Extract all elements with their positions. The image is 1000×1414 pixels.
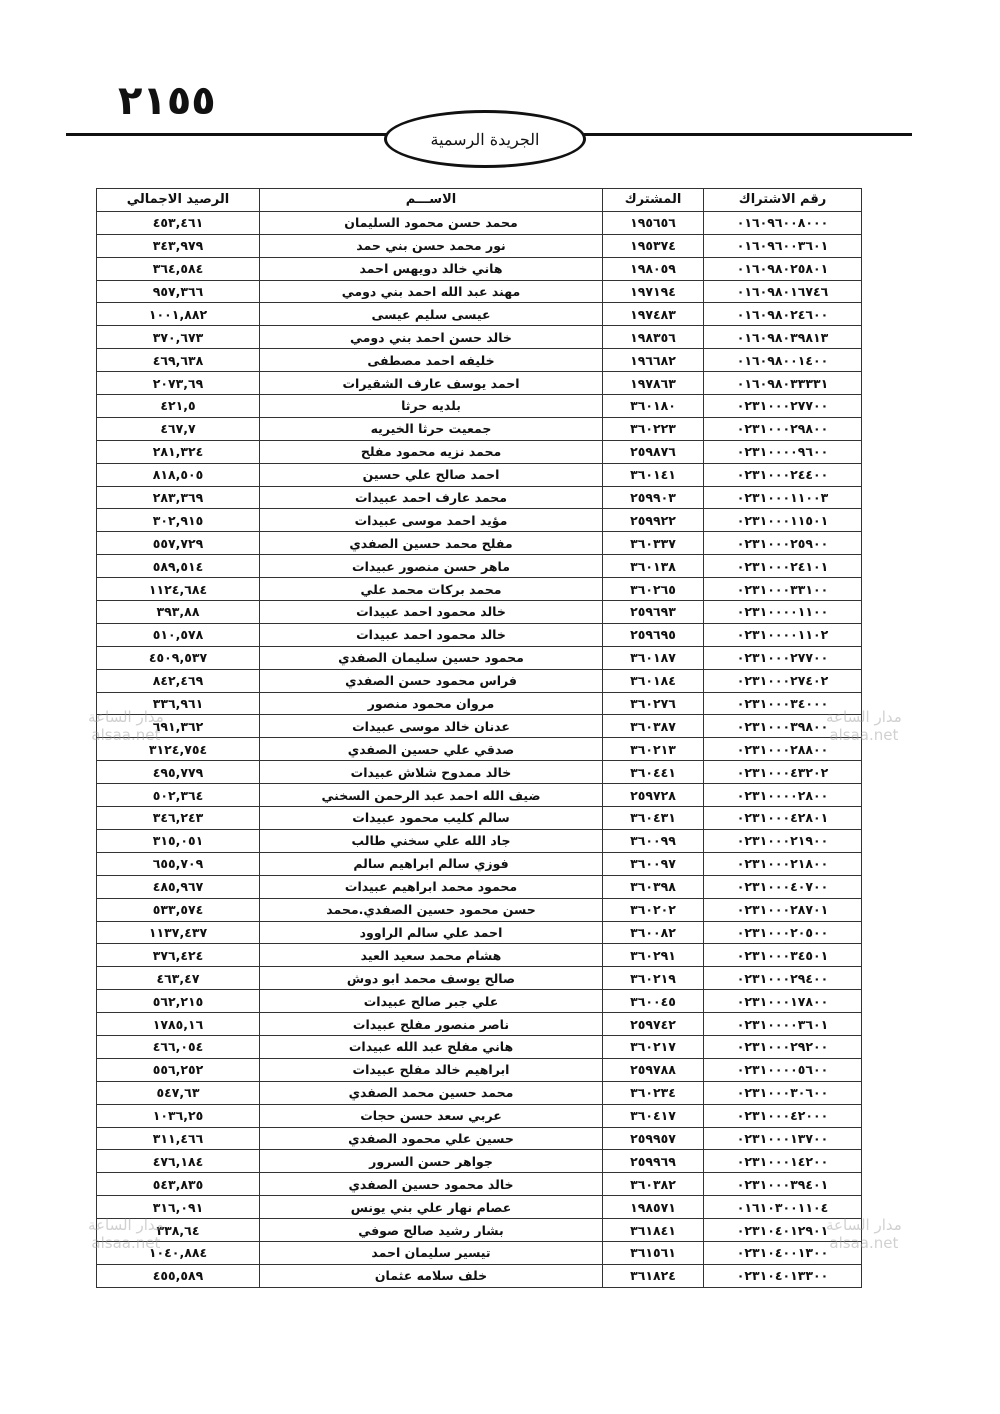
table-row bbox=[97, 1219, 862, 1242]
subscriber-cell: ٣٦٠٤٣١ bbox=[603, 807, 704, 830]
subscriber-cell: ٣٦٠٢٦٥ bbox=[603, 578, 704, 601]
name-cell: خالد محمود احمد عبيدات bbox=[260, 623, 603, 646]
name-cell: بشار رشيد صالح صوفي bbox=[260, 1219, 603, 1242]
table-row bbox=[97, 1150, 862, 1173]
subscriber-cell: ٣٦٠٣٨٢ bbox=[603, 1173, 704, 1196]
balance-cell: ٤٦٣,٤٧ bbox=[97, 967, 260, 990]
balance-cell: ٤٧٦,١٨٤ bbox=[97, 1150, 260, 1173]
subscriber-cell: ٣٦٠٠٩٩ bbox=[603, 829, 704, 852]
account-number-cell: ٠٢٣١٠٠٠٠٢٨٠٠ bbox=[704, 784, 862, 807]
name-cell: مهند عبد الله احمد بني دومي bbox=[260, 280, 603, 303]
account-number-cell: ٠٢٣١٠٠٠١٣٧٠٠ bbox=[704, 1127, 862, 1150]
subscriber-cell: ٢٥٩٩٠٣ bbox=[603, 486, 704, 509]
balance-cell: ٤٩٥,٧٧٩ bbox=[97, 761, 260, 784]
subscriber-cell: ٣٦٠٢٠٢ bbox=[603, 898, 704, 921]
account-number-cell: ٠٢٣١٠٠٠٢٤٤٠٠ bbox=[704, 463, 862, 486]
balance-cell: ٥٤٧,٦٣ bbox=[97, 1081, 260, 1104]
account-number-cell: ٠٢٣١٠٠٠٢٩٢٠٠ bbox=[704, 1035, 862, 1058]
account-number-cell: ٠١٦٠٩٨٠٢٤٦٠٠ bbox=[704, 303, 862, 326]
balance-cell: ٣٦٤,٥٨٤ bbox=[97, 257, 260, 280]
account-number-cell: ٠٢٣١٠٠٠٣٠٦٠٠ bbox=[704, 1081, 862, 1104]
account-number-cell: ٠٢٣١٠٠٠٠١١٠٠ bbox=[704, 601, 862, 624]
account-number-cell: ٠٢٣١٠٠٠٤٢٨٠١ bbox=[704, 807, 862, 830]
account-number-cell: ٠٢٣١٠٠٠٣٩٨٠٠ bbox=[704, 715, 862, 738]
balance-cell: ٨١٨,٥٠٥ bbox=[97, 463, 260, 486]
subscriber-cell: ٣٦٠٠٩٧ bbox=[603, 852, 704, 875]
name-cell: جمعيت حرثا الخيريه bbox=[260, 417, 603, 440]
balance-cell: ١١٢٤,٦٨٤ bbox=[97, 578, 260, 601]
table-row bbox=[97, 875, 862, 898]
subscriber-cell: ٣٦٠١٤١ bbox=[603, 463, 704, 486]
account-number-cell: ٠٢٣١٠٤٠١٢٩٠١ bbox=[704, 1219, 862, 1242]
table-row bbox=[97, 280, 862, 303]
table-row bbox=[97, 990, 862, 1013]
account-number-cell: ٠٢٣١٠٠٠٢٩٨٠٠ bbox=[704, 417, 862, 440]
subscriber-cell: ٣٦٠٣٣٧ bbox=[603, 532, 704, 555]
balance-cell: ٦٥٥,٧٠٩ bbox=[97, 852, 260, 875]
balance-cell: ٣٣٨,٦٤ bbox=[97, 1219, 260, 1242]
account-number-cell: ٠٢٣١٠٠٠٢٧٧٠٠ bbox=[704, 646, 862, 669]
name-cell: عصام نهار علي بني يونس bbox=[260, 1196, 603, 1219]
subscriber-cell: ٣٦٠٣٨٧ bbox=[603, 715, 704, 738]
balance-cell: ٣٧٦,٤٢٤ bbox=[97, 944, 260, 967]
account-number-cell: ٠٢٣١٠٠٠٢٧٧٠٠ bbox=[704, 395, 862, 418]
subscriber-cell: ٣٦٠٠٨٢ bbox=[603, 921, 704, 944]
balance-cell: ٦٩١,٣٦٢ bbox=[97, 715, 260, 738]
account-number-cell: ٠٢٣١٠٠٠٢٨٧٠١ bbox=[704, 898, 862, 921]
name-cell: محمد نزيه محمود مفلح bbox=[260, 440, 603, 463]
watermark-arabic: مدار الساعة bbox=[88, 1216, 164, 1234]
col-name: الاســـم bbox=[260, 189, 603, 212]
subscriber-cell: ٣٦٠٢١٣ bbox=[603, 738, 704, 761]
balance-cell: ٤٦٧,٧ bbox=[97, 417, 260, 440]
subscriber-cell: ٣٦٠٣٩٨ bbox=[603, 875, 704, 898]
subscriber-cell: ١٩٧٨٦٣ bbox=[603, 372, 704, 395]
account-number-cell: ٠١٦٠٩٨٠١٦٧٤٦ bbox=[704, 280, 862, 303]
name-cell: محمد عارف احمد عبيدات bbox=[260, 486, 603, 509]
table-row bbox=[97, 303, 862, 326]
table-row bbox=[97, 578, 862, 601]
subscriber-cell: ١٩٨٣٥٦ bbox=[603, 326, 704, 349]
name-cell: ابراهيم خالد مفلح عبيدات bbox=[260, 1058, 603, 1081]
table-row bbox=[97, 326, 862, 349]
balance-cell: ٤٦٦,٠٥٤ bbox=[97, 1035, 260, 1058]
subscriber-cell: ٢٥٩٩٥٧ bbox=[603, 1127, 704, 1150]
name-cell: محمود حسين سليمان الصفدي bbox=[260, 646, 603, 669]
subscriber-cell: ٢٥٩٧٤٢ bbox=[603, 1013, 704, 1036]
balance-cell: ١٠٤٠,٨٨٤ bbox=[97, 1241, 260, 1264]
account-number-cell: ٠٢٣١٠٠٠٠١١٠٢ bbox=[704, 623, 862, 646]
table-row bbox=[97, 1013, 862, 1036]
table-row bbox=[97, 532, 862, 555]
subscriber-cell: ٣٦٠٠٤٥ bbox=[603, 990, 704, 1013]
balance-cell: ٢٠٧٣,٦٩ bbox=[97, 372, 260, 395]
balance-cell: ٣٤٣,٩٧٩ bbox=[97, 234, 260, 257]
gazette-title: الجريدة الرسمية bbox=[384, 110, 586, 168]
account-number-cell: ٠٢٣١٠٠٠٢٠٥٠٠ bbox=[704, 921, 862, 944]
col-subscriber: المشترك bbox=[603, 189, 704, 212]
balance-cell: ٤٥٣,٤٦١ bbox=[97, 211, 260, 234]
table-row bbox=[97, 784, 862, 807]
balance-cell: ٢٨٣,٣٦٩ bbox=[97, 486, 260, 509]
name-cell: خليفه احمد مصطفى bbox=[260, 349, 603, 372]
subscriber-cell: ٣٦٠٢٣٤ bbox=[603, 1081, 704, 1104]
balance-cell: ٣٣٦,٩٦١ bbox=[97, 692, 260, 715]
account-number-cell: ٠٢٣١٠٠٠١١٠٠٣ bbox=[704, 486, 862, 509]
subscriber-cell: ٢٥٩٦٩٥ bbox=[603, 623, 704, 646]
balance-cell: ٩٥٧,٣٦٦ bbox=[97, 280, 260, 303]
col-total-balance: الرصيد الاجمالي bbox=[97, 189, 260, 212]
subscriber-cell: ٢٥٩٩٦٩ bbox=[603, 1150, 704, 1173]
subscriber-cell: ١٩٥٣٧٤ bbox=[603, 234, 704, 257]
name-cell: ناصر منصور مفلح عبيدات bbox=[260, 1013, 603, 1036]
balance-cell: ٣٩٣,٨٨ bbox=[97, 601, 260, 624]
table-row bbox=[97, 715, 862, 738]
balance-cell: ١١٣٧,٤٣٧ bbox=[97, 921, 260, 944]
table-row bbox=[97, 967, 862, 990]
name-cell: مؤيد احمد موسى عبيدات bbox=[260, 509, 603, 532]
table-row bbox=[97, 1196, 862, 1219]
watermark bbox=[88, 708, 164, 744]
table-row bbox=[97, 944, 862, 967]
subscriber-cell: ٢٥٩٨٧٦ bbox=[603, 440, 704, 463]
balance-cell: ٥٦٢,٢١٥ bbox=[97, 990, 260, 1013]
account-number-cell: ٠١٦٠٩٨٠٢٥٨٠١ bbox=[704, 257, 862, 280]
name-cell: عيسى سليم عيسى bbox=[260, 303, 603, 326]
account-number-cell: ٠٢٣١٠٠٠١١٥٠١ bbox=[704, 509, 862, 532]
account-number-cell: ٠٢٣١٠٠٠٢٩٤٠٠ bbox=[704, 967, 862, 990]
table-row bbox=[97, 646, 862, 669]
subscriber-cell: ٢٥٩٩٢٢ bbox=[603, 509, 704, 532]
table-row bbox=[97, 509, 862, 532]
table-header-row bbox=[97, 189, 862, 212]
name-cell: حسين علي محمود الصفدي bbox=[260, 1127, 603, 1150]
account-number-cell: ٠٢٣١٠٠٠٢٨٨٠٠ bbox=[704, 738, 862, 761]
name-cell: جواهر حسن السرور bbox=[260, 1150, 603, 1173]
subscriber-cell: ٣٦٠١٨٠ bbox=[603, 395, 704, 418]
table-row bbox=[97, 257, 862, 280]
table-row bbox=[97, 463, 862, 486]
name-cell: خالد ممدوح شلاش عبيدات bbox=[260, 761, 603, 784]
subscriber-cell: ١٩٧٤٨٣ bbox=[603, 303, 704, 326]
balance-cell: ٥٥٦,٢٥٢ bbox=[97, 1058, 260, 1081]
account-number-cell: ٠١٦١٠٣٠٠١١٠٤ bbox=[704, 1196, 862, 1219]
watermark-arabic: مدار الساعة bbox=[826, 1216, 902, 1234]
table-row bbox=[97, 1058, 862, 1081]
balance-cell: ٥٨٩,٥١٤ bbox=[97, 555, 260, 578]
name-cell: خلف سلامه عثمان bbox=[260, 1264, 603, 1287]
name-cell: صدقي علي حسين الصفدي bbox=[260, 738, 603, 761]
account-number-cell: ٠٢٣١٠٠٠٢١٩٠٠ bbox=[704, 829, 862, 852]
account-number-cell: ٠٢٣١٠٠٠٤٢٠٠٠ bbox=[704, 1104, 862, 1127]
table-row bbox=[97, 761, 862, 784]
name-cell: جاد الله علي سخني طالب bbox=[260, 829, 603, 852]
name-cell: احمد يوسف عارف الشقيرات bbox=[260, 372, 603, 395]
account-number-cell: ٠١٦٠٩٨٠٣٩٨١٣ bbox=[704, 326, 862, 349]
name-cell: سالم كليب محمود عبيدات bbox=[260, 807, 603, 830]
balance-cell: ٣١٢٤,٧٥٤ bbox=[97, 738, 260, 761]
balance-cell: ٣١٥,٠٥١ bbox=[97, 829, 260, 852]
name-cell: احمد صالح علي حسين bbox=[260, 463, 603, 486]
subscriber-cell: ٣٦٠٢٢٣ bbox=[603, 417, 704, 440]
account-number-cell: ٠٢٣١٠٠٠١٤٢٠٠ bbox=[704, 1150, 862, 1173]
subscriber-cell: ٢٥٩٧٨٨ bbox=[603, 1058, 704, 1081]
table-row bbox=[97, 417, 862, 440]
account-number-cell: ٠٢٣١٠٠٠٣٣١٠٠ bbox=[704, 578, 862, 601]
watermark bbox=[826, 708, 902, 744]
subscriber-cell: ٣٦٠٢٧٦ bbox=[603, 692, 704, 715]
balance-cell: ٣٧٠,٦٧٣ bbox=[97, 326, 260, 349]
balance-cell: ٤٢١,٥ bbox=[97, 395, 260, 418]
table-row bbox=[97, 395, 862, 418]
subscriber-cell: ٣٦١٨٤١ bbox=[603, 1219, 704, 1242]
balance-cell: ١٠٣٦,٢٥ bbox=[97, 1104, 260, 1127]
watermark bbox=[88, 1216, 164, 1252]
col-account-number: رقم الاشتراك bbox=[704, 189, 862, 212]
table-row bbox=[97, 211, 862, 234]
balance-cell: ٣٤٦,٢٤٣ bbox=[97, 807, 260, 830]
table-row bbox=[97, 349, 862, 372]
subscriber-cell: ٣٦٠١٨٤ bbox=[603, 669, 704, 692]
name-cell: مفلح محمد حسين الصفدي bbox=[260, 532, 603, 555]
name-cell: هاني خالد دويهس احمد bbox=[260, 257, 603, 280]
watermark-latin: alsaa.net bbox=[829, 1234, 899, 1252]
account-number-cell: ٠١٦٠٩٦٠٠٨٠٠٠ bbox=[704, 211, 862, 234]
name-cell: محمود محمد ابراهيم عبيدات bbox=[260, 875, 603, 898]
balance-cell: ٥٠٢,٣٦٤ bbox=[97, 784, 260, 807]
name-cell: ضيف الله احمد عبد الرحمن السخني bbox=[260, 784, 603, 807]
name-cell: مروان محمود منصور bbox=[260, 692, 603, 715]
name-cell: علي جبر صالح عبيدات bbox=[260, 990, 603, 1013]
name-cell: هاني مفلح عبد الله عبيدات bbox=[260, 1035, 603, 1058]
balance-cell: ٣١٦,٠٩١ bbox=[97, 1196, 260, 1219]
account-number-cell: ٠٢٣١٠٠٠٢٤١٠١ bbox=[704, 555, 862, 578]
balance-cell: ٢٨١,٣٢٤ bbox=[97, 440, 260, 463]
table-row bbox=[97, 852, 862, 875]
balance-cell: ٥١٠,٥٧٨ bbox=[97, 623, 260, 646]
balance-cell: ٣١١,٤٦٦ bbox=[97, 1127, 260, 1150]
watermark-latin: alsaa.net bbox=[91, 1234, 161, 1252]
account-number-cell: ٠٢٣١٠٠٠٣٤٠٠٠ bbox=[704, 692, 862, 715]
account-number-cell: ٠٢٣١٠٠٠٤٣٢٠٢ bbox=[704, 761, 862, 784]
balance-cell: ٤٨٥,٩٦٧ bbox=[97, 875, 260, 898]
subscriber-cell: ٢٥٩٦٩٣ bbox=[603, 601, 704, 624]
name-cell: فوزي سالم ابراهيم سالم bbox=[260, 852, 603, 875]
table-row bbox=[97, 1241, 862, 1264]
table-row bbox=[97, 1173, 862, 1196]
account-number-cell: ٠١٦٠٩٨٠٠١٤٠٠ bbox=[704, 349, 862, 372]
table-row bbox=[97, 738, 862, 761]
subscriber-cell: ١٩٧١٩٤ bbox=[603, 280, 704, 303]
table-row bbox=[97, 440, 862, 463]
watermark bbox=[826, 1216, 902, 1252]
table-row bbox=[97, 1035, 862, 1058]
name-cell: بلديه حرثا bbox=[260, 395, 603, 418]
table-row bbox=[97, 921, 862, 944]
balance-cell: ٣٠٢,٩١٥ bbox=[97, 509, 260, 532]
account-number-cell: ٠٢٣١٠٠٠٠٥٦٠٠ bbox=[704, 1058, 862, 1081]
subscriber-cell: ٣٦٠٢٩١ bbox=[603, 944, 704, 967]
subscriber-cell: ١٩٨٥٧١ bbox=[603, 1196, 704, 1219]
balance-cell: ٥٤٣,٨٣٥ bbox=[97, 1173, 260, 1196]
watermark-arabic: مدار الساعة bbox=[826, 708, 902, 726]
subscriber-cell: ٢٥٩٧٢٨ bbox=[603, 784, 704, 807]
name-cell: محمد حسين محمد الصفدي bbox=[260, 1081, 603, 1104]
table-row bbox=[97, 898, 862, 921]
name-cell: فراس محمود حسن الصفدي bbox=[260, 669, 603, 692]
account-number-cell: ٠٢٣١٠٠٠٣٩٤٠١ bbox=[704, 1173, 862, 1196]
table-row bbox=[97, 1127, 862, 1150]
balance-cell: ٥٥٧,٧٢٩ bbox=[97, 532, 260, 555]
balance-cell: ٤٥٥,٥٨٩ bbox=[97, 1264, 260, 1287]
subscriber-cell: ٣٦٠١٨٧ bbox=[603, 646, 704, 669]
table-row bbox=[97, 829, 862, 852]
subscriber-cell: ٣٦٠٢١٧ bbox=[603, 1035, 704, 1058]
account-number-cell: ٠٢٣١٠٠٠٢٥٩٠٠ bbox=[704, 532, 862, 555]
name-cell: تيسير سليمان احمد bbox=[260, 1241, 603, 1264]
name-cell: خالد محمود حسين الصفدي bbox=[260, 1173, 603, 1196]
subscriber-cell: ٣٦٠١٣٨ bbox=[603, 555, 704, 578]
name-cell: حسن محمود حسين الصفدي.محمد bbox=[260, 898, 603, 921]
table-row bbox=[97, 1264, 862, 1287]
account-number-cell: ٠٢٣١٠٠٠٣٤٥٠١ bbox=[704, 944, 862, 967]
name-cell: ماهر حسن منصور عبيدات bbox=[260, 555, 603, 578]
account-number-cell: ٠٢٣١٠٠٠١٧٨٠٠ bbox=[704, 990, 862, 1013]
name-cell: هشام محمد سعيد العيد bbox=[260, 944, 603, 967]
name-cell: محمد حسن محمود السليمان bbox=[260, 211, 603, 234]
account-number-cell: ٠١٦٠٩٨٠٣٣٣٣١ bbox=[704, 372, 862, 395]
name-cell: احمد علي سالم الراوود bbox=[260, 921, 603, 944]
balance-cell: ٥٣٣,٥٧٤ bbox=[97, 898, 260, 921]
subscriber-cell: ٣٦١٥٦١ bbox=[603, 1241, 704, 1264]
table-row bbox=[97, 1104, 862, 1127]
subscriber-cell: ١٩٥٦٥٦ bbox=[603, 211, 704, 234]
name-cell: خالد حسن احمد بني دومي bbox=[260, 326, 603, 349]
watermark-arabic: مدار الساعة bbox=[88, 708, 164, 726]
name-cell: نور محمد حسن بني حمد bbox=[260, 234, 603, 257]
account-number-cell: ٠٢٣١٠٠٠٠٩٦٠٠ bbox=[704, 440, 862, 463]
table-row bbox=[97, 692, 862, 715]
balance-cell: ٤٦٩,٦٣٨ bbox=[97, 349, 260, 372]
subscriber-cell: ٣٦٠٤١٧ bbox=[603, 1104, 704, 1127]
balance-cell: ٨٤٢,٤٦٩ bbox=[97, 669, 260, 692]
table-row bbox=[97, 555, 862, 578]
name-cell: عدنان خالد موسى عبيدات bbox=[260, 715, 603, 738]
account-number-cell: ٠٢٣١٠٠٠٢٧٤٠٢ bbox=[704, 669, 862, 692]
account-number-cell: ٠٢٣١٠٤٠١٣٣٠٠ bbox=[704, 1264, 862, 1287]
table-row bbox=[97, 1081, 862, 1104]
name-cell: محمد بركات محمد علي bbox=[260, 578, 603, 601]
name-cell: عربي سعد حسن حجات bbox=[260, 1104, 603, 1127]
name-cell: خالد محمود احمد عبيدات bbox=[260, 601, 603, 624]
balance-cell: ٤٥٠٩,٥٣٧ bbox=[97, 646, 260, 669]
subscriber-cell: ٣٦٠٢١٩ bbox=[603, 967, 704, 990]
balance-cell: ١٧٨٥,١٦ bbox=[97, 1013, 260, 1036]
account-number-cell: ٠١٦٠٩٦٠٠٣٦٠١ bbox=[704, 234, 862, 257]
table-row bbox=[97, 807, 862, 830]
subscriber-cell: ١٩٦٦٨٢ bbox=[603, 349, 704, 372]
watermark-latin: alsaa.net bbox=[91, 726, 161, 744]
account-number-cell: ٠٢٣١٠٠٠٢١٨٠٠ bbox=[704, 852, 862, 875]
table-row bbox=[97, 669, 862, 692]
subscriber-cell: ٣٦١٨٢٤ bbox=[603, 1264, 704, 1287]
table-row bbox=[97, 601, 862, 624]
account-number-cell: ٠٢٣١٠٠٠٠٣٦٠١ bbox=[704, 1013, 862, 1036]
table-row bbox=[97, 623, 862, 646]
table-row bbox=[97, 372, 862, 395]
balance-cell: ١٠٠١,٨٨٢ bbox=[97, 303, 260, 326]
name-cell: صالح يوسف محمد ابو دوش bbox=[260, 967, 603, 990]
subscriber-cell: ١٩٨٠٥٩ bbox=[603, 257, 704, 280]
page-number: ٢١٥٥ bbox=[118, 78, 216, 124]
account-number-cell: ٠٢٣١٠٤٠٠١٣٠٠ bbox=[704, 1241, 862, 1264]
subscriber-cell: ٣٦٠٤٤١ bbox=[603, 761, 704, 784]
watermark-latin: alsaa.net bbox=[829, 726, 899, 744]
account-number-cell: ٠٢٣١٠٠٠٤٠٧٠٠ bbox=[704, 875, 862, 898]
balances-table bbox=[96, 188, 862, 1288]
table-row bbox=[97, 234, 862, 257]
table-row bbox=[97, 486, 862, 509]
